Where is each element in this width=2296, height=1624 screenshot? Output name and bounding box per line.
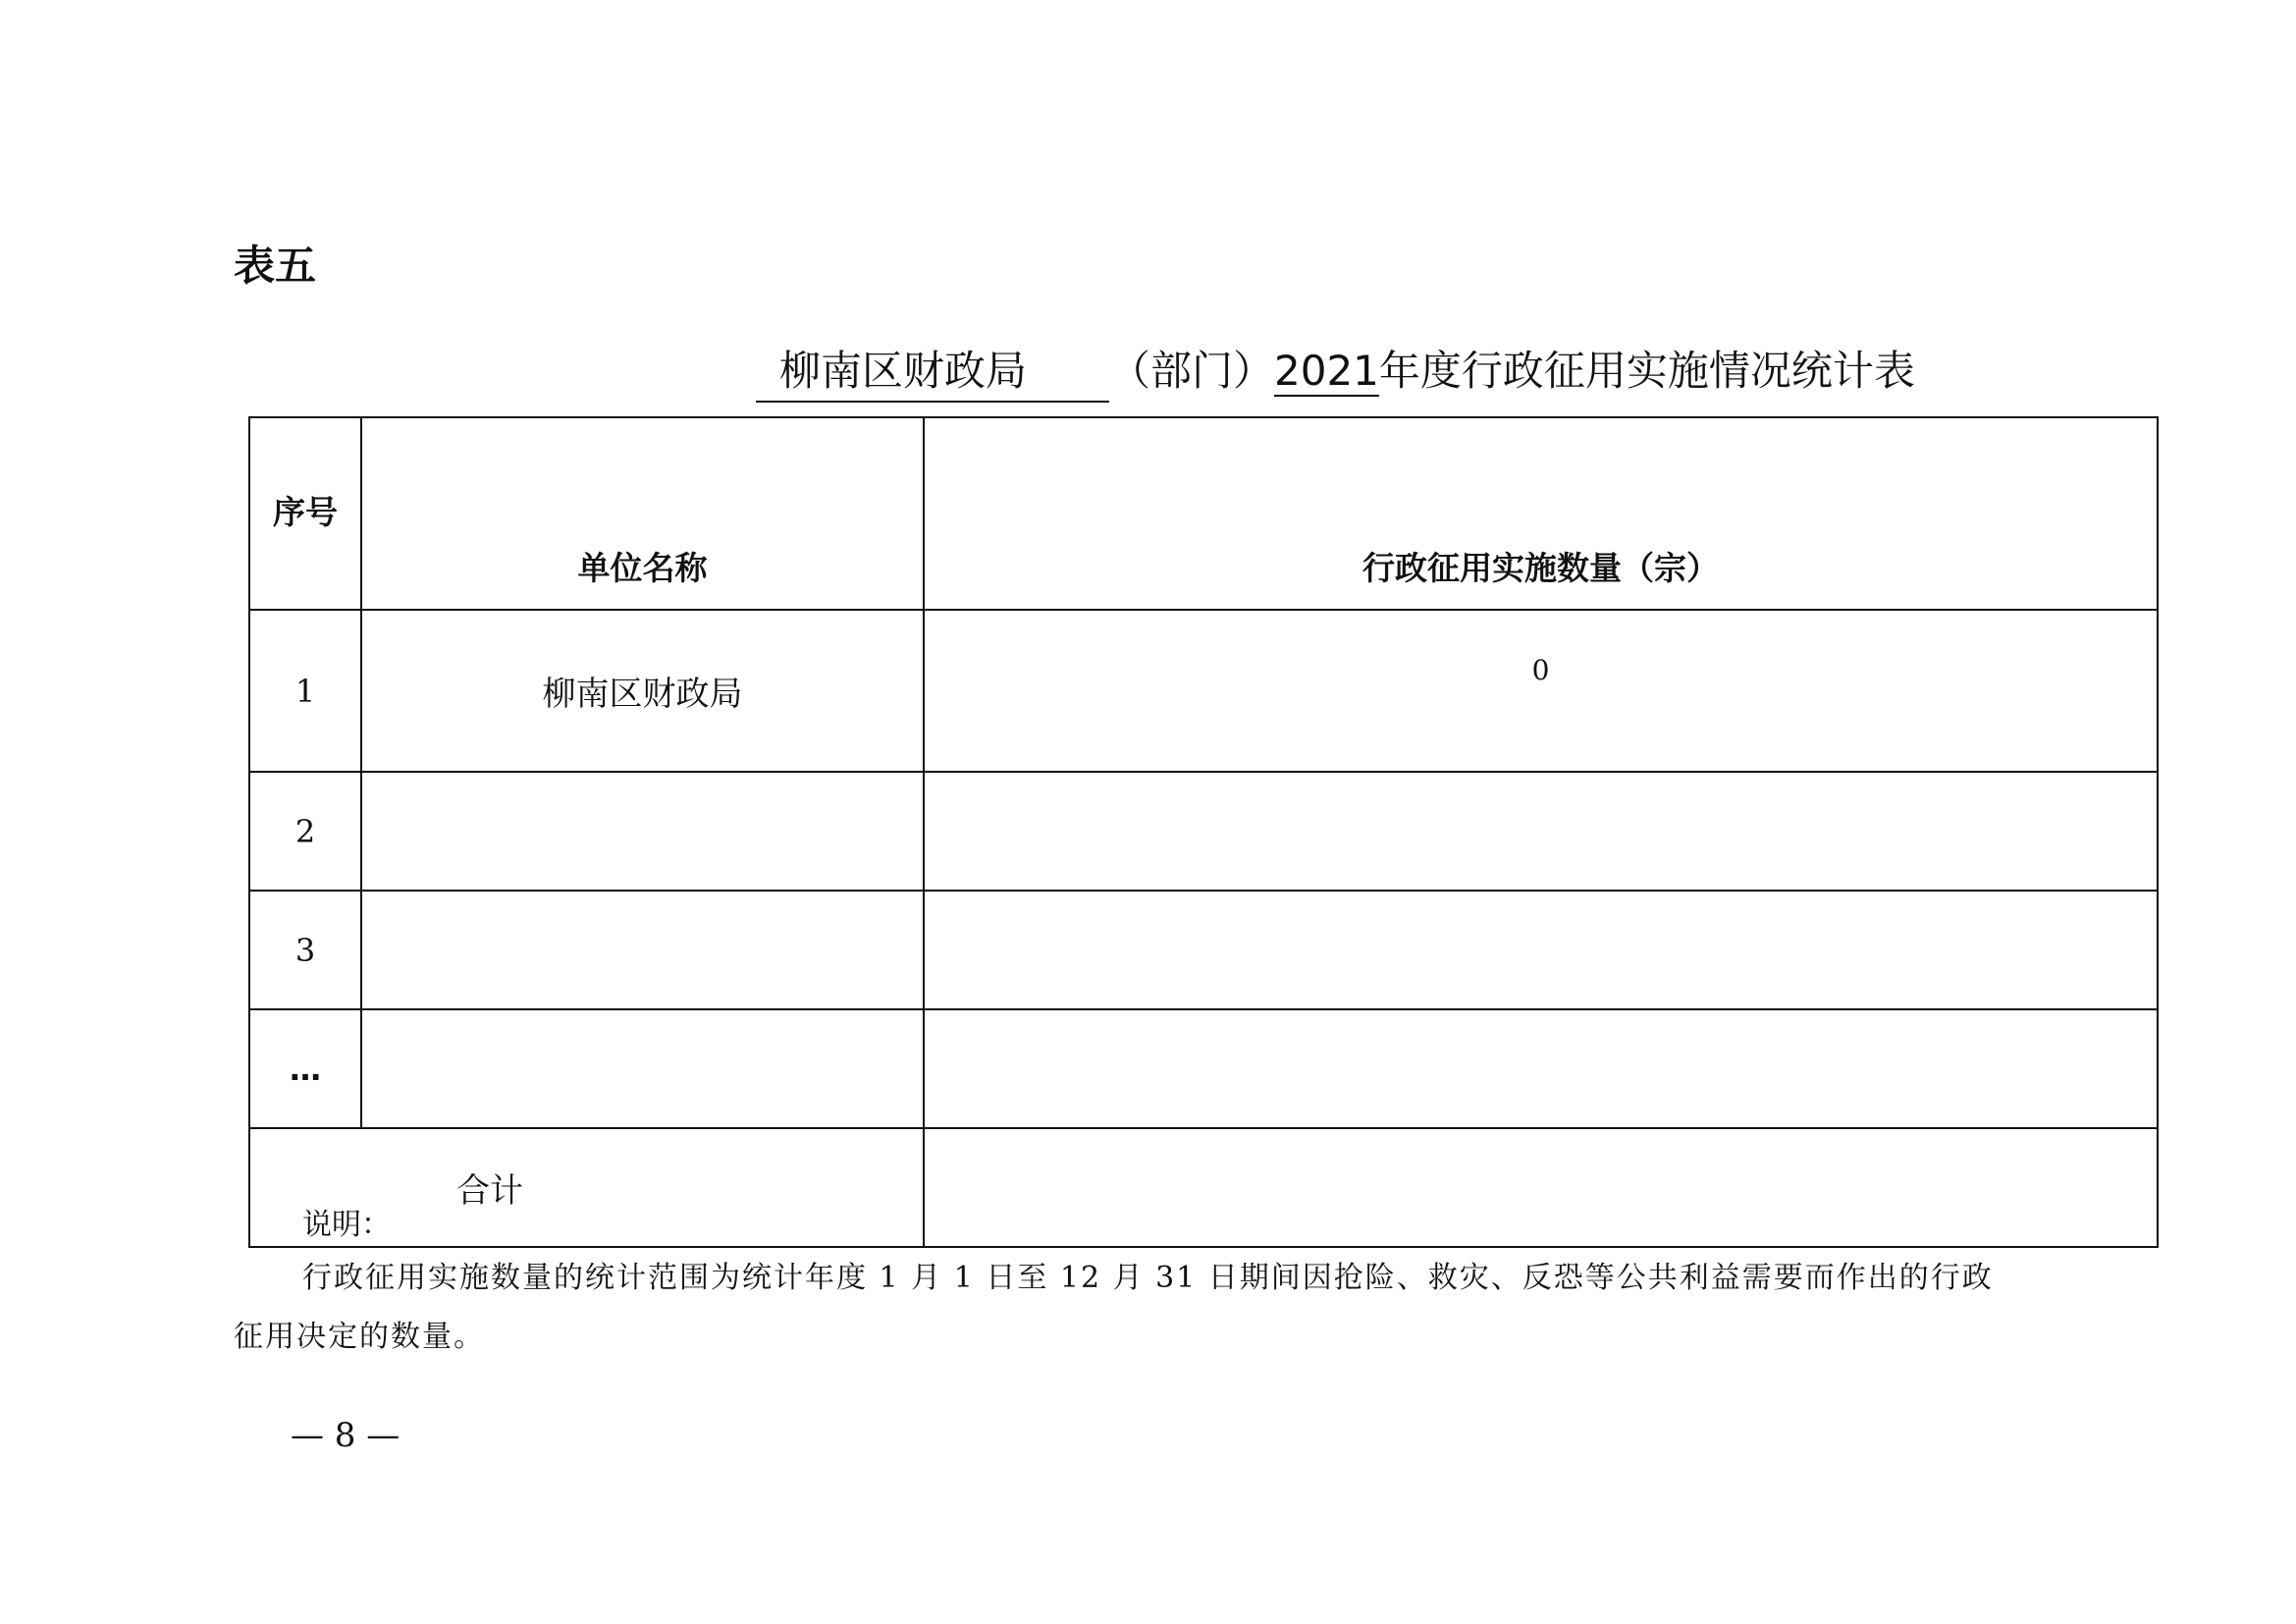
table-row <box>249 610 2158 772</box>
title-year: 2021 <box>1274 347 1379 395</box>
row-unit-name <box>361 891 924 1009</box>
row-unit-name <box>361 772 924 891</box>
table-row <box>249 1009 2158 1128</box>
row-seq: 3 <box>249 891 361 1009</box>
total-label: 合计 <box>249 1128 924 1247</box>
title-department: 柳南区财政局 <box>756 342 1109 403</box>
row-unit-name <box>361 1009 924 1128</box>
total-row <box>249 1128 2158 1247</box>
page-number: — 8 — <box>291 1416 400 1455</box>
title-suffix: 年度行政征用实施情况统计表 <box>1378 347 1915 395</box>
row-quantity <box>924 772 2158 891</box>
row-seq: 2 <box>249 772 361 891</box>
header-unit-name: 单位名称 <box>361 417 924 610</box>
notes-label: 说明： <box>302 1208 391 1242</box>
title-department-suffix: （部门） <box>1109 347 1275 395</box>
row-seq: 1 <box>249 610 361 772</box>
table-row <box>249 772 2158 891</box>
row-quantity: 0 <box>924 610 2158 772</box>
table-row <box>249 891 2158 1009</box>
header-seq: 序号 <box>249 417 361 610</box>
row-quantity <box>924 1009 2158 1128</box>
row-unit-name: 柳南区财政局 <box>361 610 924 772</box>
row-quantity <box>924 891 2158 1009</box>
row-seq: … <box>249 1009 361 1128</box>
document-title <box>756 342 1915 403</box>
header-quantity: 行政征用实施数量（宗） <box>924 417 2158 610</box>
header-row <box>249 417 2158 610</box>
total-value <box>924 1128 2158 1247</box>
notes-text: 行政征用实施数量的统计范围为统计年度 1 月 1 日至 12 月 31 日期间因抢险、救灾、反恐等公共利益需要而作出的行政征用决定的数量。 <box>234 1261 1994 1354</box>
statistics-table <box>248 416 2159 1248</box>
table-number-label: 表五 <box>234 242 317 290</box>
